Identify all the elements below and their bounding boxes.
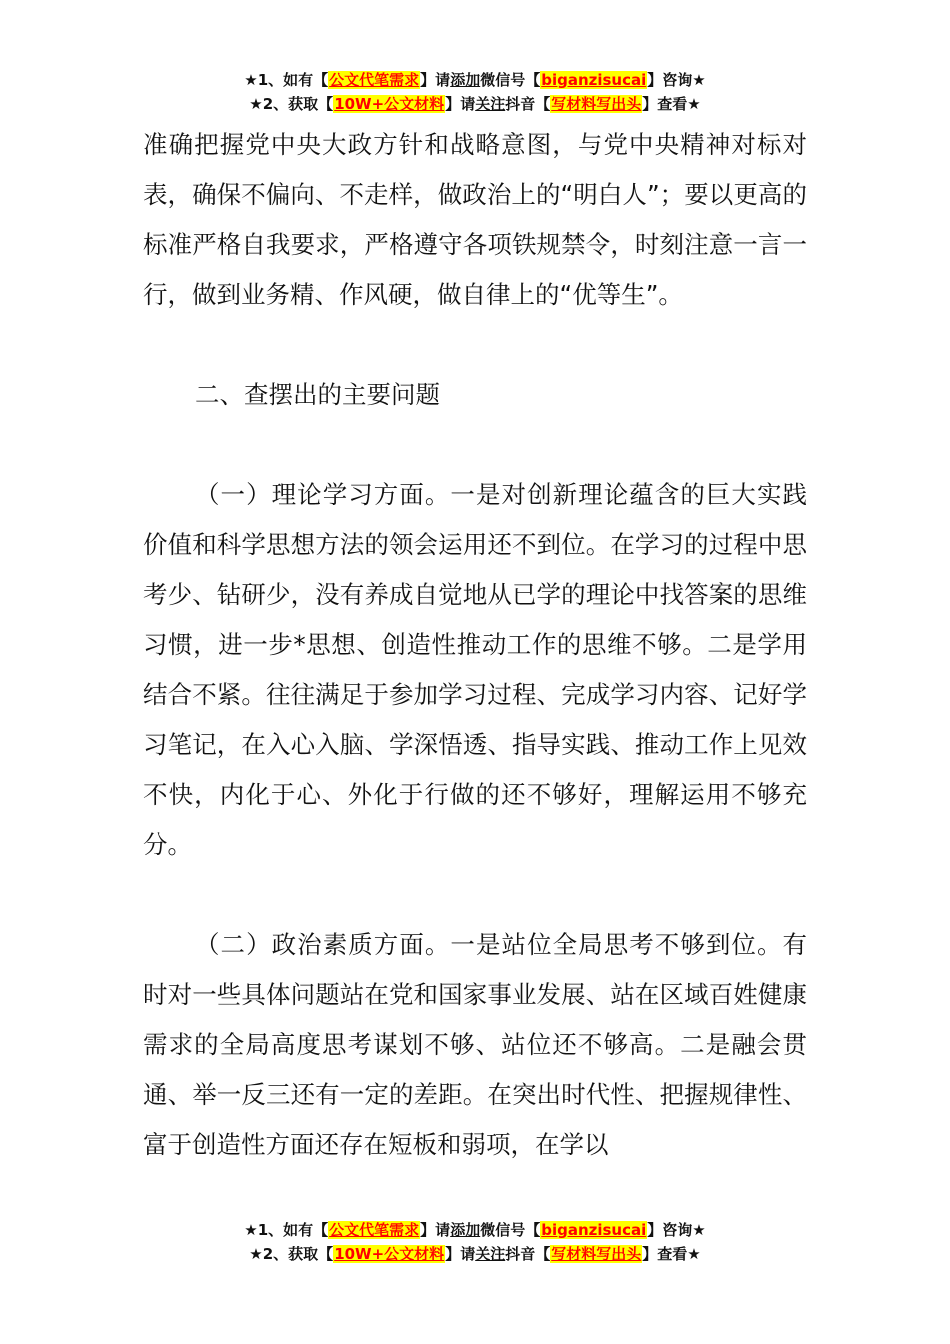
- highlight-materials: 10W+公文材料: [334, 1245, 445, 1263]
- banner-underlined-text: 关注: [475, 1245, 506, 1263]
- banner-line-2: [0, 1242, 950, 1266]
- banner-underlined-text: 关注: [475, 95, 506, 113]
- banner-text: 】请: [420, 71, 451, 89]
- banner-text: 】请: [445, 1245, 476, 1263]
- header-banner: [0, 68, 950, 116]
- highlight-materials: 10W+公文材料: [334, 95, 445, 113]
- banner-text: 】查看★: [642, 95, 701, 113]
- highlight-douyin-account: 写材料写出头: [551, 95, 642, 113]
- banner-line-2: [0, 92, 950, 116]
- banner-text: ★1、如有【: [244, 71, 329, 89]
- highlight-douyin-account: 写材料写出头: [551, 1245, 642, 1263]
- section-heading: 二、查摆出的主要问题: [195, 380, 440, 409]
- banner-text: ★2、获取【: [249, 95, 334, 113]
- banner-underlined-text: 添加: [450, 71, 481, 89]
- banner-text: 抖音【: [505, 1245, 551, 1263]
- banner-text: 微信号【: [480, 1221, 541, 1239]
- banner-underlined-text: 添加: [450, 1221, 481, 1239]
- footer-banner: [0, 1218, 950, 1266]
- banner-line-1: [0, 68, 950, 92]
- banner-text: 】查看★: [642, 1245, 701, 1263]
- highlight-wechat-id: biganzisucai: [541, 71, 647, 89]
- banner-text: 】请: [420, 1221, 451, 1239]
- banner-text: 微信号【: [480, 71, 541, 89]
- document-body: [143, 120, 807, 1170]
- highlight-wechat-id: biganzisucai: [541, 1221, 647, 1239]
- banner-text: 抖音【: [505, 95, 551, 113]
- highlight-service: 公文代笔需求: [329, 1221, 420, 1239]
- highlight-service: 公文代笔需求: [329, 71, 420, 89]
- banner-text: 】请: [445, 95, 476, 113]
- banner-line-1: [0, 1218, 950, 1242]
- banner-text: 】咨询★: [647, 1221, 706, 1239]
- banner-text: ★1、如有【: [244, 1221, 329, 1239]
- paragraph-political-quality: （二）政治素质方面。一是站位全局思考不够到位。有时对一些具体问题站在党和国家事业发展、站在区域百姓健康需求的全局高度思考谋划不够、站位还不够高。二是融会贯通、举一反三还有一定的差距。在突出时代性、把握规律性、富于创造性方面还存在短板和弱项，在学以: [143, 930, 807, 1159]
- banner-text: 】咨询★: [647, 71, 706, 89]
- paragraph-theory-study: （一）理论学习方面。一是对创新理论蕴含的巨大实践价值和科学思想方法的领会运用还不到位。在学习的过程中思考少、钻研少，没有养成自觉地从已学的理论中找答案的思维习惯，进一步*思想、创造性推动工作的思维不够。二是学用结合不紧。往往满足于参加学习过程、完成学习内容、记好学习笔记，在入心入脑、学深悟透、指导实践、推动工作上见效不快，内化于心、外化于行做的还不够好，理解运用不够充分。: [143, 480, 807, 859]
- paragraph-continuation: 准确把握党中央大政方针和战略意图，与党中央精神对标对表，确保不偏向、不走样，做政治上的“明白人”；要以更高的标准严格自我要求，严格遵守各项铁规禁令，时刻注意一言一行，做到业务精、作风硬，做自律上的“优等生”。: [143, 130, 807, 309]
- banner-text: ★2、获取【: [249, 1245, 334, 1263]
